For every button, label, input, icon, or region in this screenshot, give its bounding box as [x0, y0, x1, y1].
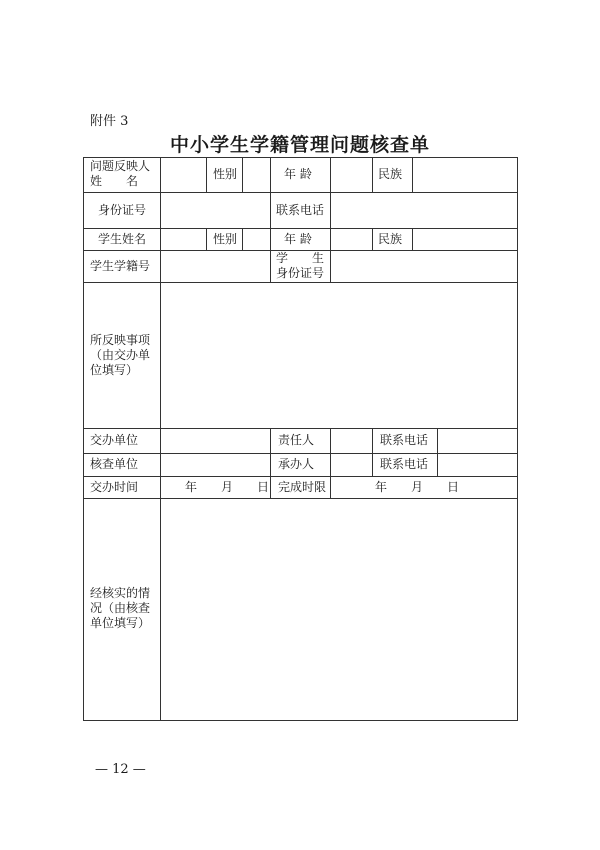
assigning-unit-label: 交办单位 [90, 433, 139, 447]
deadline-date-value: 年 月 日 [375, 480, 460, 494]
verified-situation-label: 经核实的情 况（由核查 单位填写） [90, 586, 151, 630]
reporter-name-label: 问题反映人 姓 名 [90, 159, 151, 188]
student-gender-label: 性别 [213, 232, 238, 246]
checking-unit-label: 核查单位 [90, 457, 139, 471]
attachment-label: 附件 3 [90, 114, 129, 129]
student-name-label: 学生姓名 [98, 232, 147, 246]
reporter-ethnicity-label: 民族 [378, 167, 403, 181]
student-id-label: 学 生 身份证号 [276, 251, 325, 280]
responsible-person-label: 责任人 [278, 433, 315, 447]
handler-label: 承办人 [278, 457, 315, 471]
reporter-gender-label: 性别 [213, 167, 238, 181]
assign-date-value: 年 月 日 [185, 480, 270, 494]
student-age-label: 年 龄 [284, 232, 312, 246]
id-number-label: 身份证号 [98, 203, 147, 217]
reporter-age-label: 年 龄 [284, 167, 312, 181]
deadline-label: 完成时限 [278, 480, 327, 494]
assign-time-label: 交办时间 [90, 480, 139, 494]
assign-contact-label: 联系电话 [380, 433, 429, 447]
check-contact-label: 联系电话 [380, 457, 429, 471]
page-number: — 12 — [95, 762, 146, 777]
student-ethnicity-label: 民族 [378, 232, 403, 246]
reported-matter-label: 所反映事项 （由交办单 位填写） [90, 333, 151, 377]
contact-phone-label: 联系电话 [276, 203, 325, 217]
form-title: 中小学生学籍管理问题核查单 [169, 134, 430, 156]
student-roll-number-label: 学生学籍号 [90, 259, 151, 273]
